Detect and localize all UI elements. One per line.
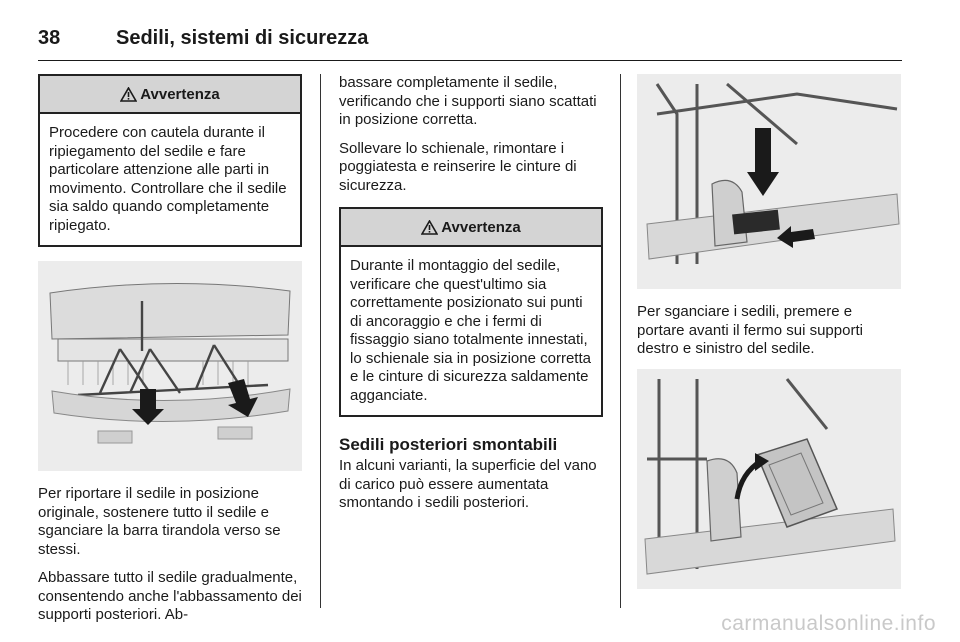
column-divider	[320, 74, 321, 608]
paragraph: In alcuni varianti, la superficie del vano di carico può essere aumentata smontando i sedili posteriori.	[339, 457, 597, 511]
column-2	[339, 74, 603, 523]
paragraph: Per riportare il sedile in posizione originale, sostenere tutto il sedile e sganciare la barra tirandola verso se stessi.	[38, 485, 281, 558]
seat-release-illustration-2	[637, 369, 901, 589]
paragraph: Sollevare lo schienale, rimontare i poggiatesta e reinserire le cinture di sicurezza.	[339, 139, 577, 194]
page-title: Sedili, sistemi di sicurezza	[116, 26, 369, 49]
warning-header	[341, 209, 601, 247]
warning-box	[38, 74, 302, 247]
column-divider	[620, 74, 621, 608]
down-arrow-icon	[755, 128, 771, 174]
seat-release-illustration-1	[637, 74, 901, 289]
column-3	[637, 74, 901, 589]
warning-box	[339, 207, 603, 417]
watermark: carmanualsonline.info	[721, 612, 936, 635]
paragraph: Abbassare tutto il sedile gradualmente, consentendo anche l'abbassamento dei supporti posteriori. Ab-	[38, 569, 302, 623]
seat-lowering-illustration	[38, 261, 302, 471]
warning-triangle-icon	[421, 220, 438, 235]
column-1	[38, 74, 302, 635]
warning-text: Procedere con cautela durante il ripiegamento del sedile e fare particolare attenzione alle parti in movimento. Controllare che il sedile sia saldo quando completamente ripiegato.	[49, 124, 287, 234]
section-heading: Sedili posteriori smontabili	[339, 435, 558, 454]
paragraph: bassare completamente il sedile, verificando che i supporti siano scattati in posizione corretta.	[339, 74, 597, 128]
warning-title: Avvertenza	[441, 218, 521, 236]
warning-header	[40, 76, 300, 114]
warning-title: Avvertenza	[140, 85, 220, 103]
page-number: 38	[38, 26, 61, 49]
header-rule	[38, 60, 902, 61]
page-header	[38, 18, 900, 58]
warning-triangle-icon	[120, 87, 137, 102]
warning-text: Durante il montaggio del sedile, verificare che quest'ultimo sia correttamente posizionato sui punti di ancoraggio e che i fermi di fissaggio siano totalmente innestati, lo schienale sia in posizione corretta e le cinture di sicurezza saldamente agganciate.	[350, 257, 591, 404]
paragraph: Per sganciare i sedili, premere e portare avanti il fermo sui supporti destro e sinistro del sedile.	[637, 303, 863, 357]
